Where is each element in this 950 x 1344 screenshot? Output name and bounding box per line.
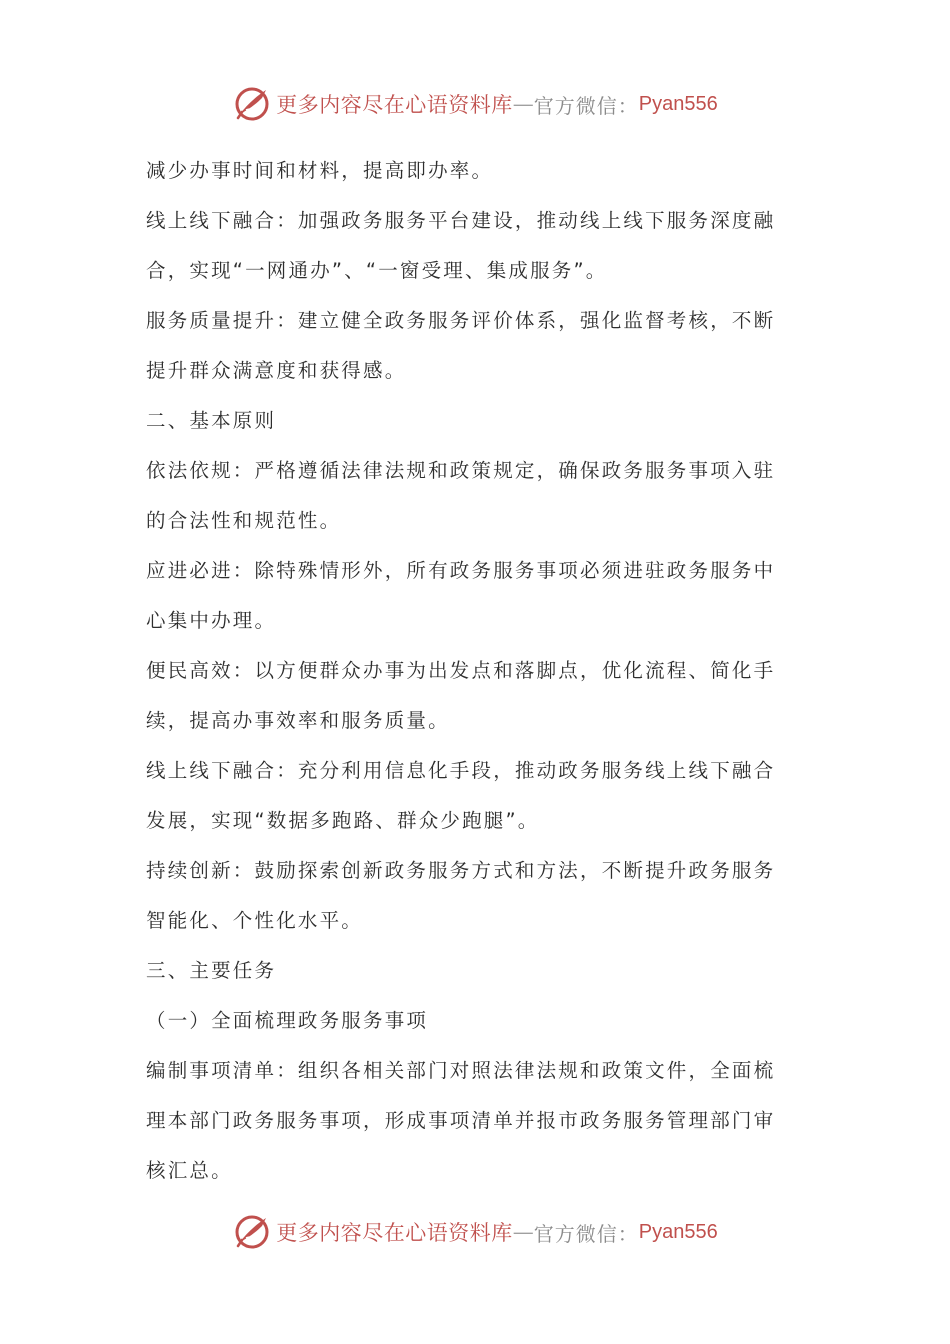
text-line: 核汇总。 — [146, 1159, 233, 1182]
wechat-label: 官方微信： — [533, 93, 639, 118]
wechat-label: 官方微信： — [533, 1221, 639, 1246]
fountain-pen-logo-icon — [232, 1212, 272, 1252]
text-line: 提升群众满意度和获得感。 — [146, 359, 407, 382]
text-line: 依法依规：严格遵循法律法规和政策规定，确保政务服务事项入驻 — [146, 459, 776, 482]
header-banner — [0, 82, 950, 126]
text-line: 持续创新：鼓励探索创新政务服务方式和方法，不断提升政务服务 — [146, 859, 776, 882]
text-line: 应进必进：除特殊情形外，所有政务服务事项必须进驻政务服务中 — [146, 559, 776, 582]
wechat-id: Pyan556 — [638, 92, 718, 115]
text-line: 理本部门政务服务事项，形成事项清单并报市政务服务管理部门审 — [146, 1109, 776, 1132]
text-line: 发展，实现“数据多跑路、群众少跑腿”。 — [146, 809, 540, 832]
separator-dash: — — [512, 1220, 534, 1244]
separator-dash: — — [512, 92, 534, 116]
section-heading: 二、基本原则 — [146, 409, 277, 432]
text-line: 编制事项清单：组织各相关部门对照法律法规和政策文件，全面梳 — [146, 1059, 776, 1082]
text-line: 服务质量提升：建立健全政务服务评价体系，强化监督考核，不断 — [146, 309, 776, 332]
document-body — [146, 146, 806, 1196]
text-line: 智能化、个性化水平。 — [146, 909, 364, 932]
footer-banner — [0, 1210, 950, 1254]
text-line: 线上线下融合：充分利用信息化手段，推动政务服务线上线下融合 — [146, 759, 776, 782]
wechat-id: Pyan556 — [638, 1220, 718, 1243]
text-line: 线上线下融合：加强政务服务平台建设，推动线上线下服务深度融 — [146, 209, 776, 232]
site-name: 更多内容尽在心语资料库 — [276, 93, 513, 117]
text-line: 续，提高办事效率和服务质量。 — [146, 709, 450, 732]
fountain-pen-logo-icon — [232, 84, 272, 124]
section-heading: 三、主要任务 — [146, 959, 277, 982]
text-line: 合，实现“一网通办”、“一窗受理、集成服务”。 — [146, 259, 608, 282]
subsection-heading: （一）全面梳理政务服务事项 — [146, 1009, 429, 1032]
site-name: 更多内容尽在心语资料库 — [276, 1221, 513, 1245]
text-line: 的合法性和规范性。 — [146, 509, 342, 532]
text-line: 便民高效：以方便群众办事为出发点和落脚点，优化流程、简化手 — [146, 659, 776, 682]
text-line: 减少办事时间和材料，提高即办率。 — [146, 159, 494, 182]
text-line: 心集中办理。 — [146, 609, 277, 632]
